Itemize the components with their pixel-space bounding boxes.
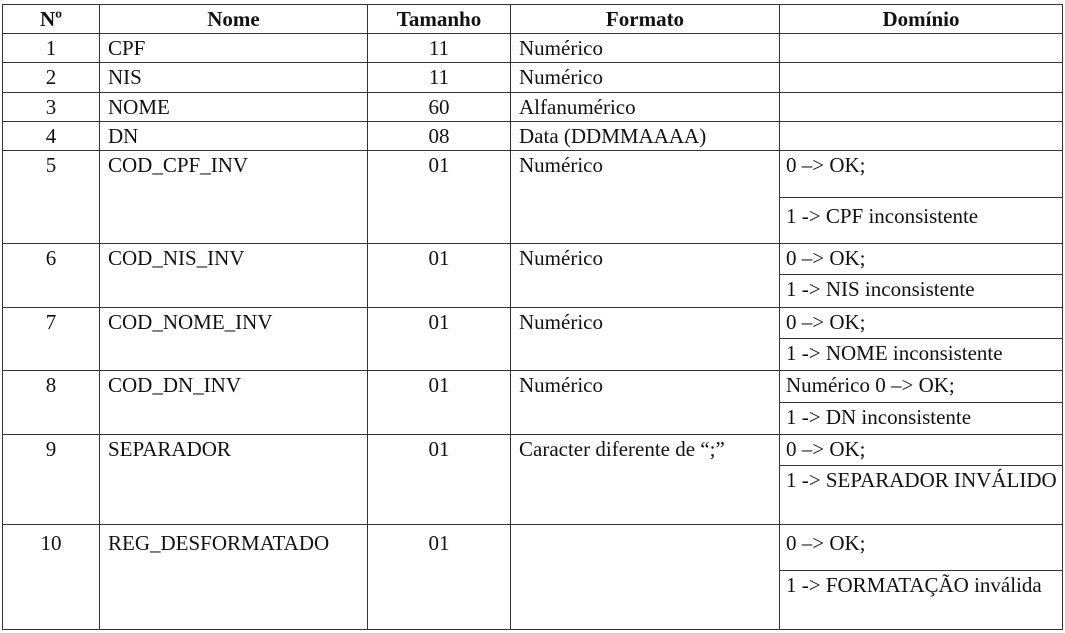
table-row [3, 121, 1063, 150]
cell-domain-line: 1 -> FORMATAÇÃO inválida [780, 571, 1063, 630]
cell-number: 5 [3, 151, 100, 244]
cell-size: 01 [368, 371, 511, 435]
cell-domain-line: 1 -> NIS inconsistente [780, 275, 1063, 307]
header-format: Formato [511, 5, 780, 34]
cell-domain-line: 1 -> DN inconsistente [780, 402, 1063, 434]
cell-domain-line: 0 –> OK; [780, 307, 1063, 338]
cell-name: COD_NOME_INV [100, 307, 368, 371]
cell-size: 60 [368, 92, 511, 121]
cell-size: 01 [368, 151, 511, 244]
cell-format: Numérico [511, 151, 780, 244]
cell-format: Numérico [511, 34, 780, 63]
cell-format [511, 524, 780, 629]
table-row [3, 371, 1063, 402]
cell-format: Numérico [511, 371, 780, 435]
cell-name: COD_NIS_INV [100, 244, 368, 308]
cell-number: 1 [3, 34, 100, 63]
cell-size: 01 [368, 434, 511, 524]
header-row [3, 5, 1063, 34]
cell-name: CPF [100, 34, 368, 63]
table-row [3, 92, 1063, 121]
cell-size: 08 [368, 121, 511, 150]
cell-name: COD_CPF_INV [100, 151, 368, 244]
header-name: Nome [100, 5, 368, 34]
cell-domain [780, 63, 1063, 92]
cell-format: Caracter diferente de “;” [511, 434, 780, 524]
cell-number: 6 [3, 244, 100, 308]
cell-domain [780, 92, 1063, 121]
cell-format: Numérico [511, 307, 780, 371]
cell-domain-line: Numérico 0 –> OK; [780, 371, 1063, 402]
cell-number: 3 [3, 92, 100, 121]
cell-domain [780, 121, 1063, 150]
table-row [3, 151, 1063, 197]
cell-size: 01 [368, 307, 511, 371]
cell-number: 4 [3, 121, 100, 150]
cell-size: 01 [368, 524, 511, 629]
header-number: Nº [3, 5, 100, 34]
cell-number: 2 [3, 63, 100, 92]
cell-name: DN [100, 121, 368, 150]
cell-domain-line: 0 –> OK; [780, 244, 1063, 275]
table-row [3, 34, 1063, 63]
header-size: Tamanho [368, 5, 511, 34]
cell-domain-line: 0 –> OK; [780, 151, 1063, 197]
cell-domain-line: 1 -> SEPARADOR INVÁLIDO [780, 466, 1063, 525]
cell-number: 9 [3, 434, 100, 524]
cell-domain [780, 34, 1063, 63]
table-row [3, 307, 1063, 338]
table-row [3, 434, 1063, 465]
field-spec-table [2, 4, 1063, 630]
cell-domain-line: 1 -> CPF inconsistente [780, 197, 1063, 243]
cell-name: NOME [100, 92, 368, 121]
cell-size: 11 [368, 63, 511, 92]
cell-format: Data (DDMMAAAA) [511, 121, 780, 150]
cell-number: 8 [3, 371, 100, 435]
cell-name: NIS [100, 63, 368, 92]
cell-number: 10 [3, 524, 100, 629]
table-row [3, 244, 1063, 275]
cell-size: 01 [368, 244, 511, 308]
cell-number: 7 [3, 307, 100, 371]
cell-domain-line: 0 –> OK; [780, 434, 1063, 465]
cell-domain-line: 0 –> OK; [780, 524, 1063, 570]
cell-domain-line: 1 -> NOME inconsistente [780, 338, 1063, 370]
cell-format: Alfanumérico [511, 92, 780, 121]
cell-name: COD_DN_INV [100, 371, 368, 435]
table-row [3, 63, 1063, 92]
cell-format: Numérico [511, 244, 780, 308]
cell-name: REG_DESFORMATADO [100, 524, 368, 629]
header-domain: Domínio [780, 5, 1063, 34]
cell-name: SEPARADOR [100, 434, 368, 524]
table-row [3, 524, 1063, 570]
cell-size: 11 [368, 34, 511, 63]
cell-format: Numérico [511, 63, 780, 92]
